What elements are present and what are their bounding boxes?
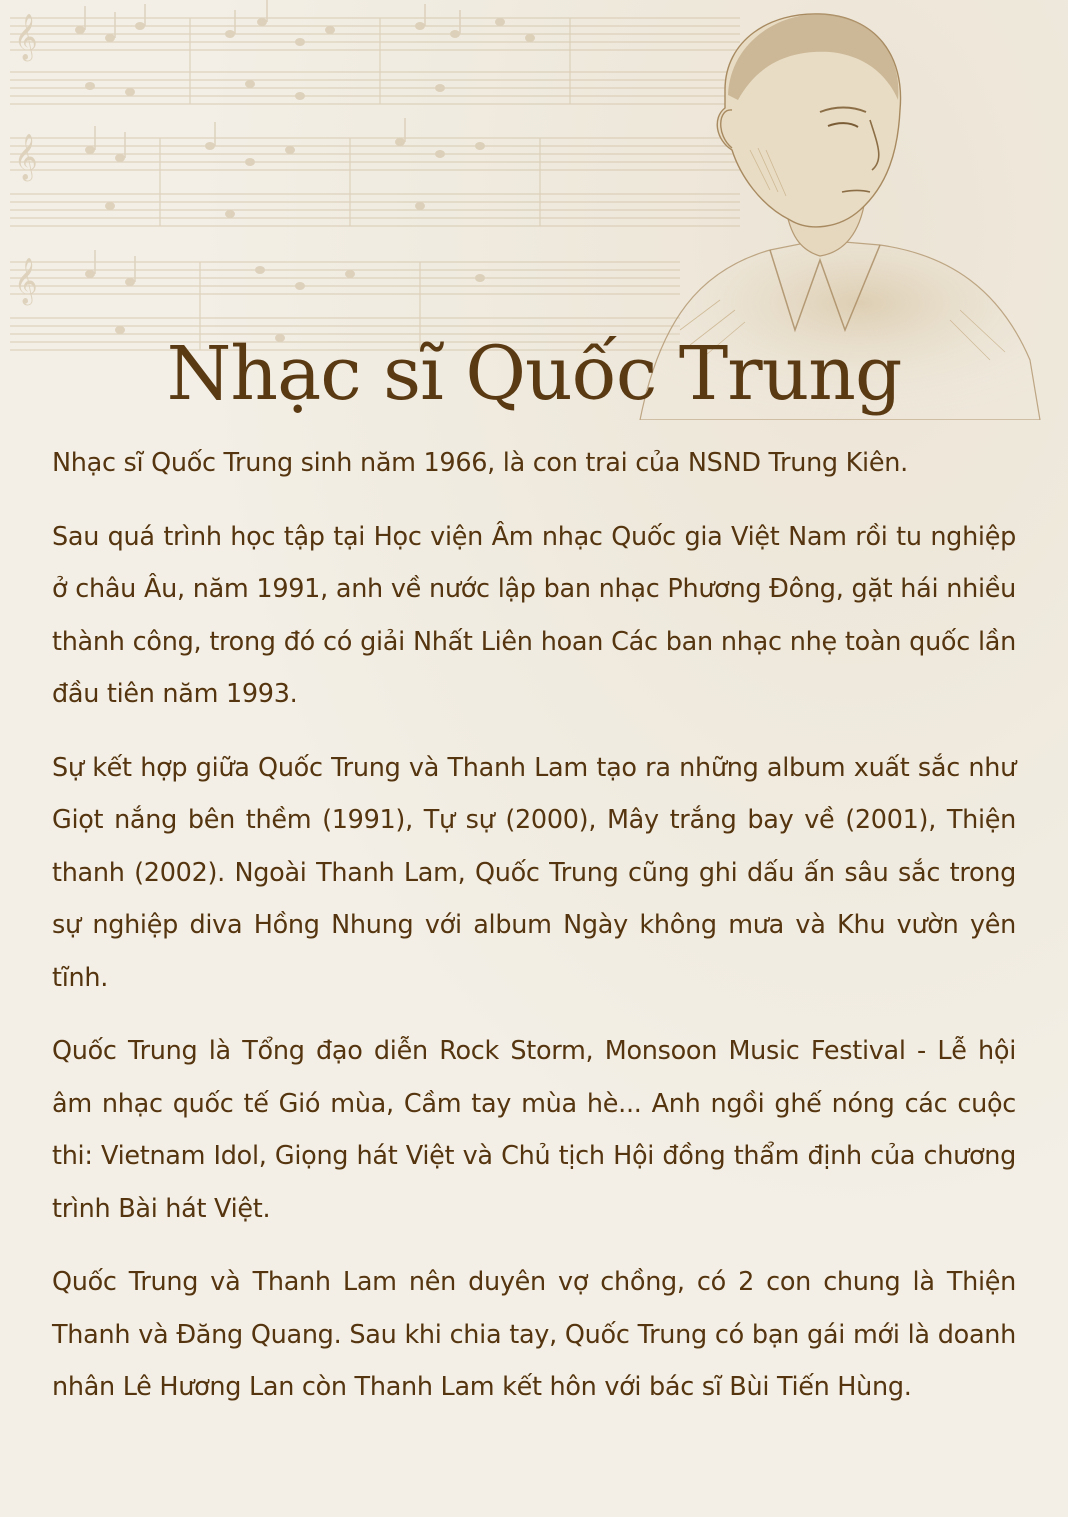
svg-text:𝄞: 𝄞 <box>14 134 38 180</box>
paragraph-education: Sau quá trình học tập tại Học viện Âm nhạc Quốc gia Việt Nam rồi tu nghiệp ở châu Âu, năm 1991, anh về nước lập ban nhạc Phương Đông, gặt hái nhiều thành công, trong đó có giải Nhất Liên hoan Các ban nhạc nhẹ toàn quốc lần đầu tiên năm 1993. <box>52 521 1016 709</box>
svg-text:𝄞: 𝄞 <box>14 14 38 60</box>
paragraph-collaboration: Sự kết hợp giữa Quốc Trung và Thanh Lam tạo ra những album xuất sắc như Giọt nắng bên thềm (1991), Tự sự (2000), Mây trắng bay về (2001), Thiện thanh (2002). Ngoài Thanh Lam, Quốc Trung cũng ghi dấu ấn sâu sắc trong sự nghiệp diva Hồng Nhung với album Ngày không mưa và Khu vườn yên tĩnh. <box>52 752 1016 993</box>
paragraph-personal-life: Quốc Trung và Thanh Lam nên duyên vợ chồng, có 2 con chung là Thiện Thanh và Đăng Quang. Sau khi chia tay, Quốc Trung có bạn gái mới là doanh nhân Lê Hương Lan còn Thanh Lam kết hôn với bác sĩ Bùi Tiến Hùng. <box>52 1267 1016 1402</box>
svg-text:𝄞: 𝄞 <box>14 258 38 304</box>
article-title: Nhạc sĩ Quốc Trung <box>166 331 902 417</box>
paragraph-career: Quốc Trung là Tổng đạo diễn Rock Storm, Monsoon Music Festival - Lễ hội âm nhạc quốc tế Gió mùa, Cầm tay mùa hè... Anh ngồi ghế nóng các cuộc thi: Vietnam Idol, Giọng hát Việt và Chủ tịch Hội đồng thẩm định của chương trình Bài hát Việt. <box>52 1036 1016 1224</box>
article-body <box>52 437 1016 1435</box>
paragraph-birth: Nhạc sĩ Quốc Trung sinh năm 1966, là con trai của NSND Trung Kiên. <box>52 448 908 478</box>
